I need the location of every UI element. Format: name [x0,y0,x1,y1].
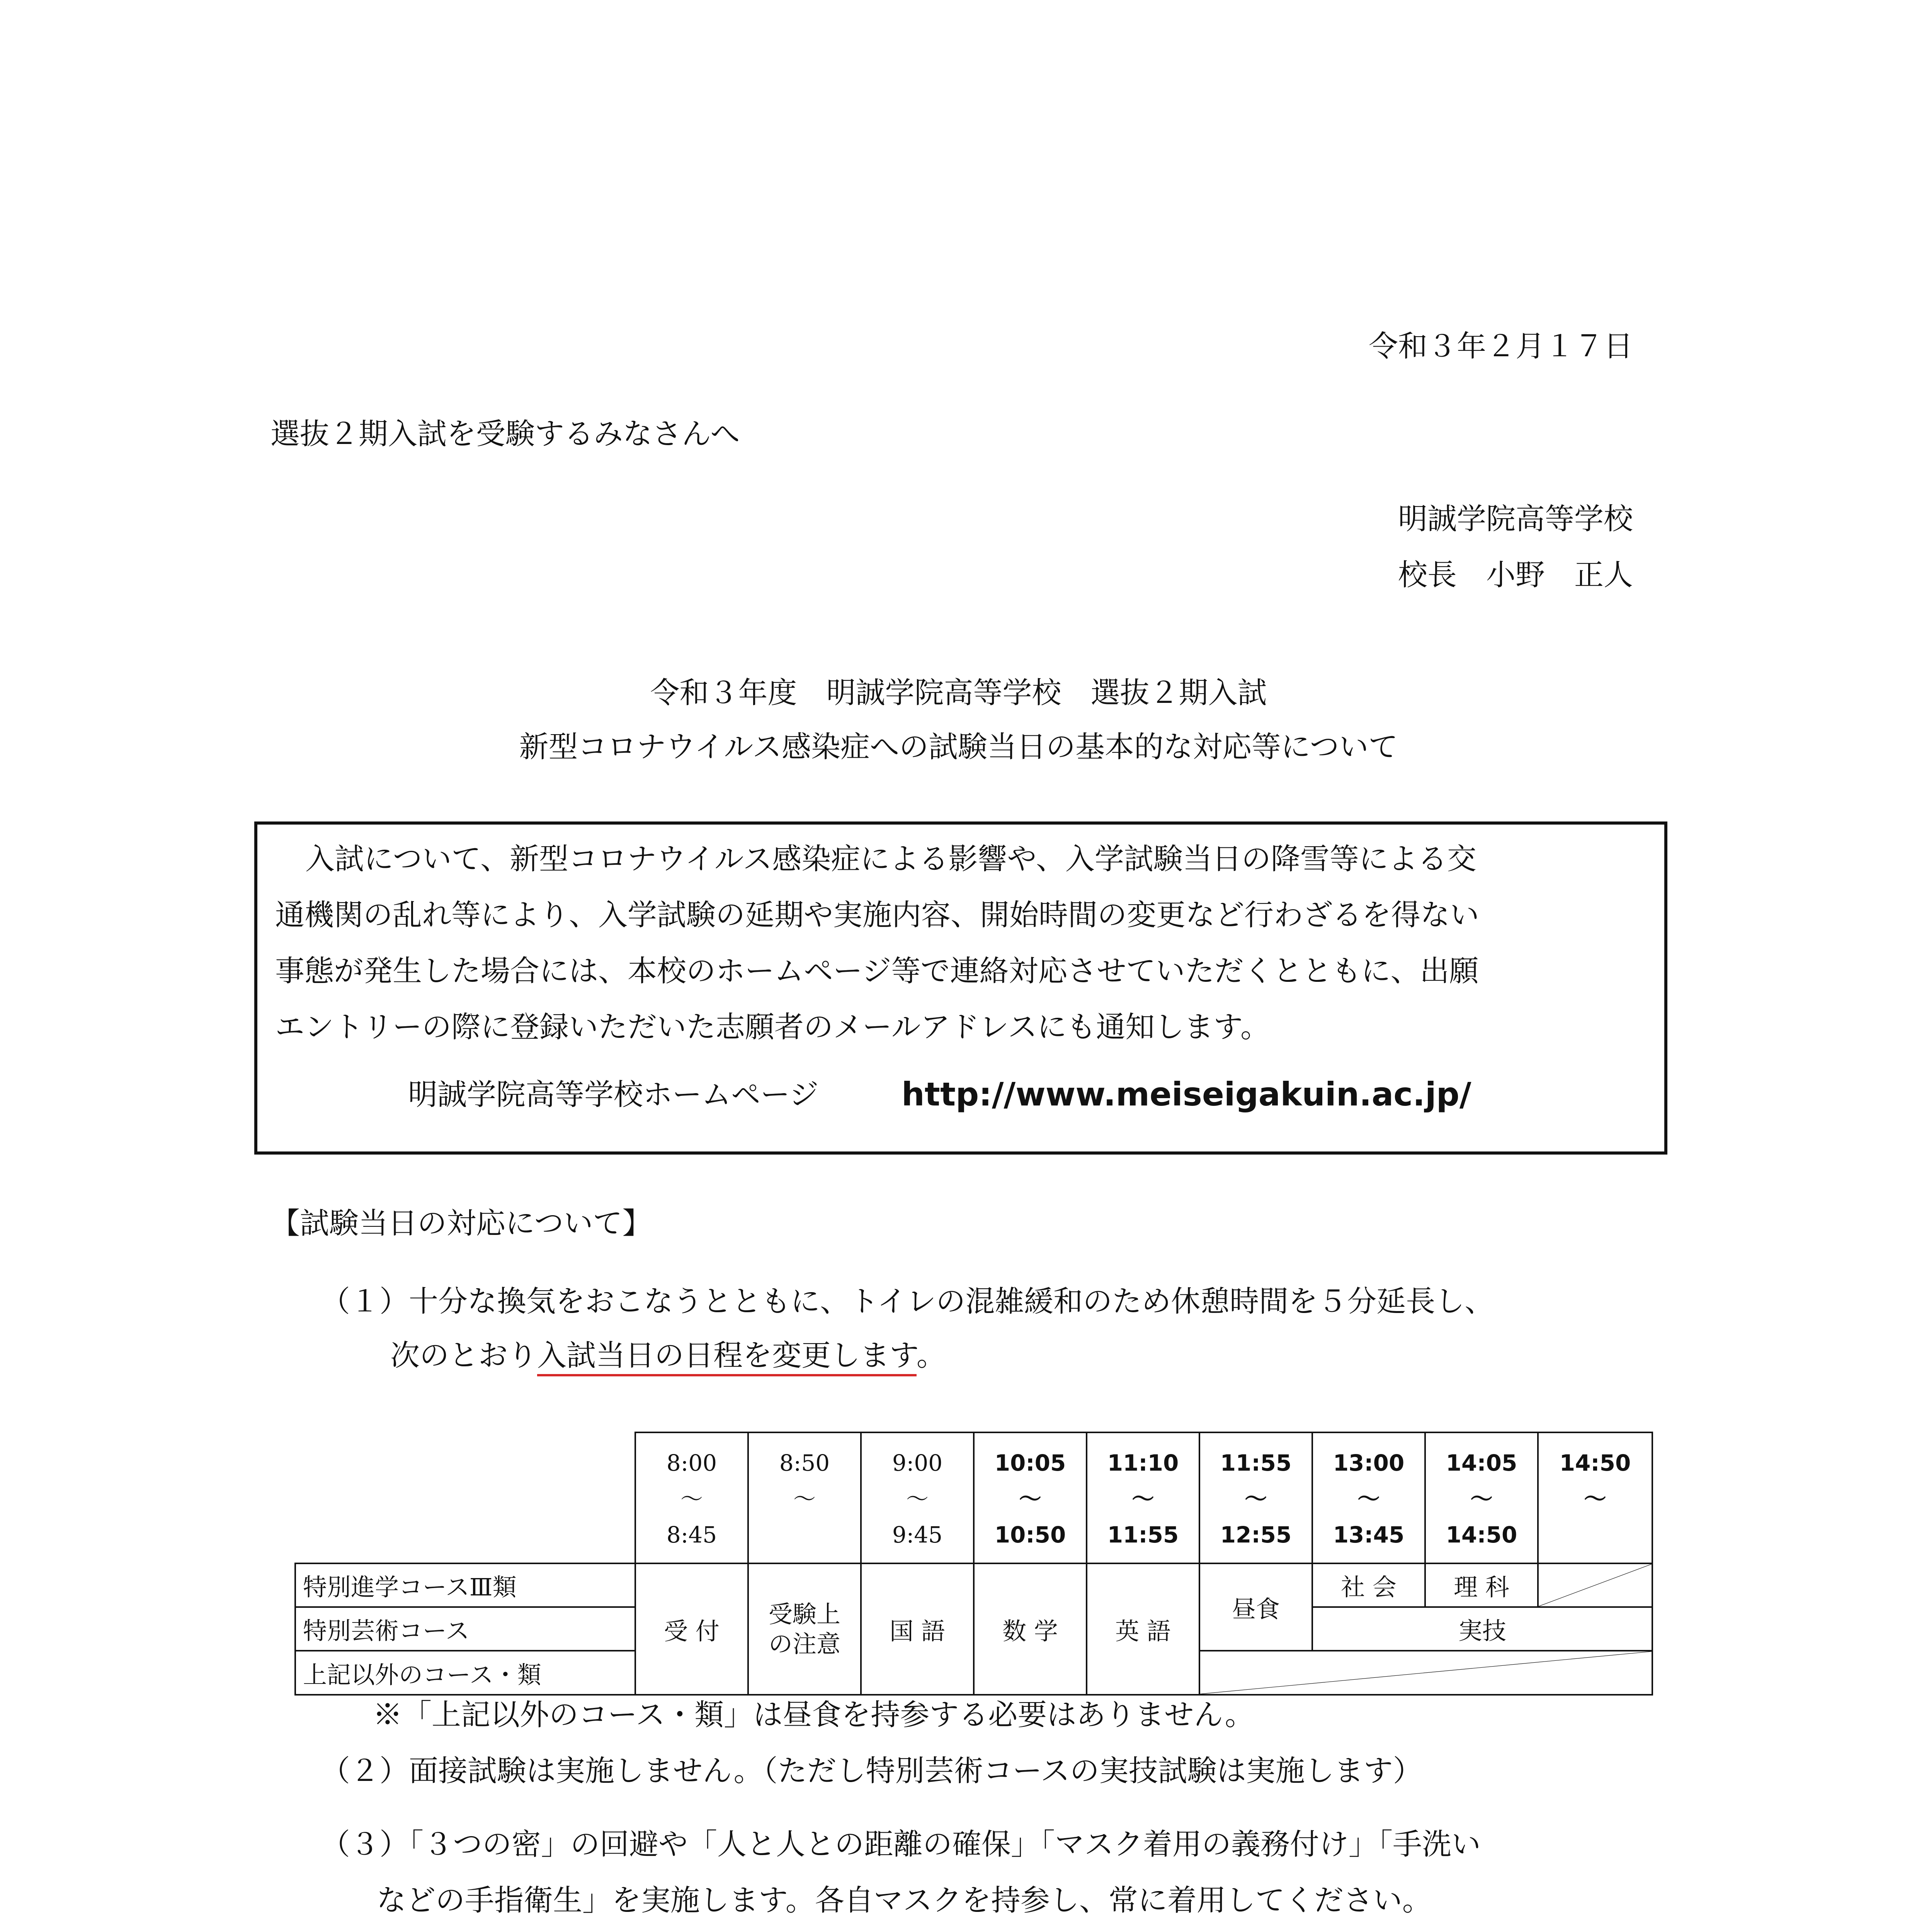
time-start: 11:55 [1220,1450,1292,1476]
time-end: 11:55 [1107,1521,1179,1548]
sender-principal: 校長 小野 正人 [1398,558,1633,592]
table-row-course-1 [295,1563,1652,1607]
document-date: 令和３年２月１７日 [1369,329,1633,363]
time-sep: 〜 [1357,1486,1380,1512]
time-start: 8:50 [779,1450,830,1476]
time-slot-science [1425,1432,1538,1563]
homepage-label: 明誠学院高等学校ホームページ [408,1077,819,1112]
item-1-line-2 [390,1338,946,1372]
section-heading: 【試験当日の対応について】 [270,1206,652,1240]
time-start: 11:10 [1107,1450,1179,1476]
time-start: 14:05 [1446,1450,1517,1476]
time-slot-social [1312,1432,1425,1563]
notes-line-1: 受験上 [768,1600,840,1628]
notice-line-4: エントリーの際に登録いただいた志願者のメールアドレスにも通知します。 [275,1010,1270,1044]
cell-practical: 実技 [1312,1607,1652,1651]
notice-line-3: 事態が発生した場合には、本校のホームページ等で連絡対応させていただくとともに、出願 [275,954,1479,988]
cell-japanese: 国 語 [861,1563,974,1695]
time-slot-notes [748,1432,861,1563]
item-1-period: 。 [916,1338,946,1372]
addressee: 選抜２期入試を受験するみなさんへ [270,417,740,451]
title-line-1: 令和３年度 明誠学院高等学校 選抜２期入試 [650,675,1267,710]
time-sep: 〜 [1584,1486,1606,1512]
diagonal-line [1539,1564,1652,1606]
time-sep: 〜 [1470,1486,1493,1512]
time-start: 8:00 [666,1450,717,1476]
time-sep: 〜 [1131,1486,1154,1512]
item-1-line-1: （１）十分な換気をおこなうとともに、トイレの混雑緩和のため休憩時間を５分延長し、 [321,1284,1494,1318]
time-slot-reception [635,1432,748,1563]
item-3-line-2: などの手指衛生」を実施します。各自マスクを持参し、常に着用してください。 [377,1883,1432,1917]
item-3-line-1: （３）「３つの密」の回避や「人と人との距離の確保」「マスク着用の義務付け」「手洗い [321,1827,1481,1861]
item-1-text: 次のとおり [390,1338,537,1372]
time-end: 12:55 [1220,1521,1292,1548]
time-end: 13:45 [1333,1521,1405,1548]
time-slot-english [1087,1432,1199,1563]
notes-line-2: の注意 [768,1630,840,1658]
corner-cell [295,1432,635,1563]
time-end: 10:50 [994,1521,1066,1548]
time-slot-math [974,1432,1087,1563]
time-slot-japanese [861,1432,974,1563]
diagonal-line [1200,1651,1652,1694]
course-name-arts: 特別芸術コース [295,1607,635,1651]
cell-exam-notes [748,1563,861,1695]
notice-line-1: 入試について、新型コロナウイルス感染症による影響や、入学試験当日の降雪等による交 [305,842,1476,876]
cell-reception: 受 付 [635,1563,748,1695]
time-end: 8:45 [666,1521,717,1548]
cell-math: 数 学 [974,1563,1087,1695]
cell-social: 社 会 [1312,1563,1425,1607]
course-name-others: 上記以外のコース・類 [295,1651,635,1695]
time-start: 13:00 [1333,1450,1405,1476]
course-name-advanced: 特別進学コースⅢ類 [295,1563,635,1607]
time-sep: 〜 [1019,1486,1041,1512]
sender-school: 明誠学院高等学校 [1398,502,1633,536]
cell-science: 理 科 [1425,1563,1538,1607]
time-start: 9:00 [892,1450,943,1476]
title-line-2: 新型コロナウイルス感染症への試験当日の基本的な対応等について [519,730,1398,764]
homepage-url-link[interactable]: http://www.meiseigakuin.ac.jp/ [902,1075,1471,1113]
cell-none-diagonal [1199,1651,1652,1695]
time-slot-last [1538,1432,1652,1563]
time-start: 10:05 [994,1450,1066,1476]
item-2: （２）面接試験は実施しません。（ただし特別芸術コースの実技試験は実施します） [321,1753,1422,1788]
schedule-table [294,1432,1653,1696]
time-start: 14:50 [1559,1450,1631,1476]
cell-english: 英 語 [1087,1563,1199,1695]
table-note: ※「上記以外のコース・類」は昼食を持参する必要はありません。 [373,1697,1254,1732]
time-end: 9:45 [892,1521,943,1548]
time-row [295,1432,1652,1563]
time-sep: 〜 [680,1486,703,1512]
notice-line-2: 通機関の乱れ等により、入学試験の延期や実施内容、開始時間の変更など行わざるを得ない [275,898,1479,932]
time-sep: 〜 [793,1486,816,1512]
schedule-change-emphasis: 入試当日の日程を変更します [537,1338,917,1376]
cell-empty-diagonal [1538,1563,1652,1607]
cell-lunch: 昼食 [1199,1563,1312,1651]
time-slot-lunch [1199,1432,1312,1563]
time-sep: 〜 [1244,1486,1267,1512]
time-sep: 〜 [906,1486,929,1512]
time-end: 14:50 [1446,1521,1517,1548]
